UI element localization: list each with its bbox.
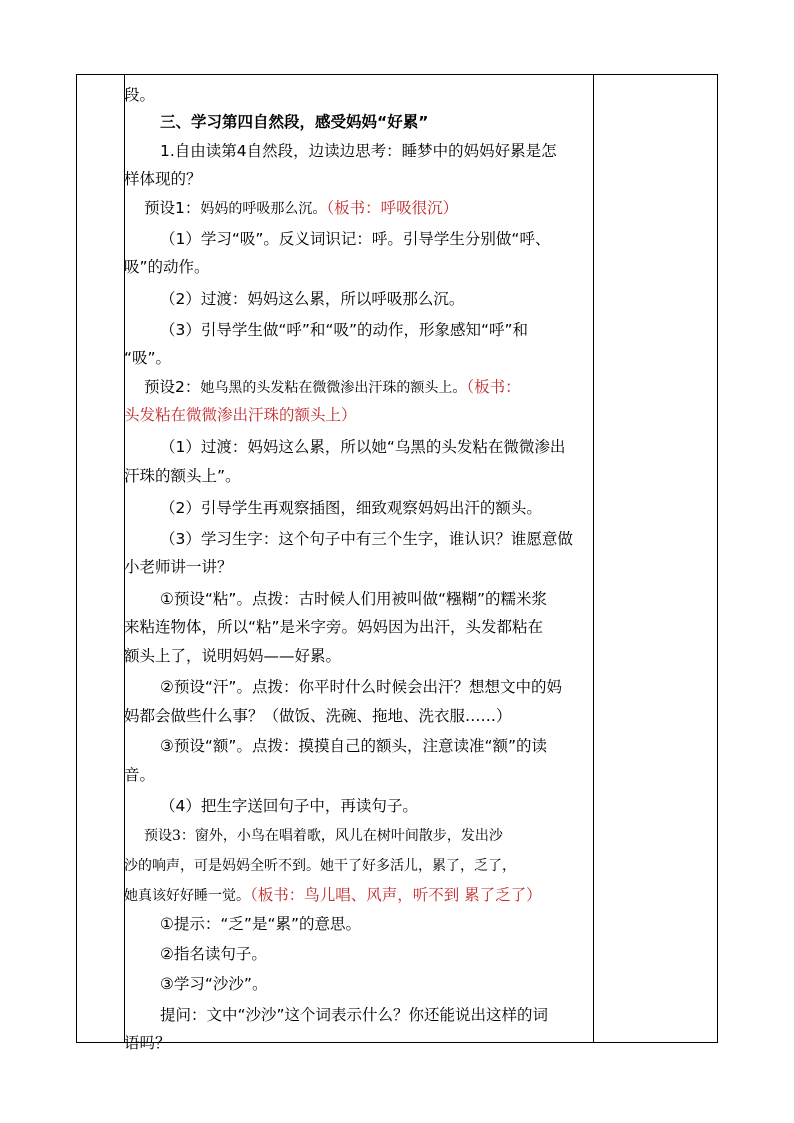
tip-line: ③学习“沙沙”。 bbox=[160, 975, 268, 993]
column-divider-right bbox=[593, 75, 594, 1042]
blackboard-note: （板书： bbox=[466, 378, 521, 396]
step-line: （2）过渡：妈妈这么累，所以呼吸那么沉。 bbox=[160, 290, 465, 308]
question-line: 1.自由读第4自然段，边读边思考：睡梦中的妈妈好累是怎 bbox=[160, 142, 557, 160]
tip-line: ②指名读句子。 bbox=[160, 945, 267, 963]
step-line: （3）引导学生做“呼”和“吸”的动作，形象感知“呼”和 bbox=[160, 321, 529, 339]
preset-3-line bbox=[124, 885, 542, 906]
blackboard-note: 头发粘在微微渗出汗珠的额头上） bbox=[124, 406, 357, 424]
text-quote: 她乌黑的头发粘在微微渗出汗珠的额头上。 bbox=[200, 380, 467, 396]
question-line: 样体现的？ bbox=[124, 170, 202, 188]
blackboard-note: （板书：呼吸很沉） bbox=[326, 199, 459, 217]
character-note: 妈都会做些什么事？（做饭、洗碗、拖地、洗衣服……） bbox=[124, 707, 512, 725]
step-line: （3）学习生字：这个句子中有三个生字，谁认识？谁愿意做 bbox=[160, 530, 573, 548]
step-line: （1）过渡：妈妈这么累，所以她“乌黑的头发粘在微微渗出 bbox=[160, 438, 566, 456]
preset-label: 预设2： bbox=[144, 378, 201, 396]
step-line: 汗珠的额头上”。 bbox=[124, 467, 241, 485]
preset-1-line bbox=[144, 198, 458, 219]
paragraph-ending: 段。 bbox=[124, 86, 156, 104]
step-line: （2）引导学生再观察插图，细致观察妈妈出汗的额头。 bbox=[160, 499, 542, 517]
step-line: （1）学习“吸”。反义词识记：呼。引导学生分别做“呼、 bbox=[160, 230, 551, 248]
preset-3-line: 预设3：窗外，小鸟在唱着歌，风儿在树叶间散步，发出沙 bbox=[144, 828, 503, 844]
step-line: （4）把生字送回句子中，再读句子。 bbox=[160, 797, 418, 815]
text-quote: 妈妈的呼吸那么沉。 bbox=[200, 201, 327, 217]
step-line: 小老师讲一讲？ bbox=[124, 558, 233, 576]
section-heading: 三、学习第四自然段，感受妈妈“好累” bbox=[160, 113, 429, 131]
character-note: ③预设“额”。点拨：摸摸自己的额头，注意读准“额”的读 bbox=[160, 737, 548, 755]
preset-2-line bbox=[144, 377, 521, 398]
preset-3-line: 沙的响声，可是妈妈全听不到。她干了好多活儿，累了，乏了， bbox=[124, 858, 516, 874]
preset-label: 预设1： bbox=[144, 199, 201, 217]
tip-line: ①提示：“乏”是“累”的意思。 bbox=[160, 915, 362, 933]
character-note: 额头上了，说明妈妈——好累。 bbox=[124, 647, 342, 665]
step-line: “吸”。 bbox=[124, 349, 172, 367]
character-note: 来粘连物体，所以“粘”是米字旁。妈妈因为出汗，头发都粘在 bbox=[124, 618, 544, 636]
character-note: ①预设“粘”。点拨：古时候人们用被叫做“糨糊”的糯米浆 bbox=[160, 590, 548, 608]
character-note: 音。 bbox=[124, 766, 156, 784]
blackboard-note: （板书：鸟儿唱、风声，听不到 累了乏了） bbox=[250, 886, 542, 904]
step-line: 吸”的动作。 bbox=[124, 258, 210, 276]
question-line: 提问：文中“沙沙”这个词表示什么？你还能说出这样的词 bbox=[160, 1006, 549, 1024]
character-note: ②预设“汗”。点拨：你平时什么时候会出汗？想想文中的妈 bbox=[160, 678, 562, 696]
question-line: 语吗？ bbox=[124, 1034, 171, 1052]
text-quote: 她真该好好睡一觉。 bbox=[124, 888, 250, 904]
